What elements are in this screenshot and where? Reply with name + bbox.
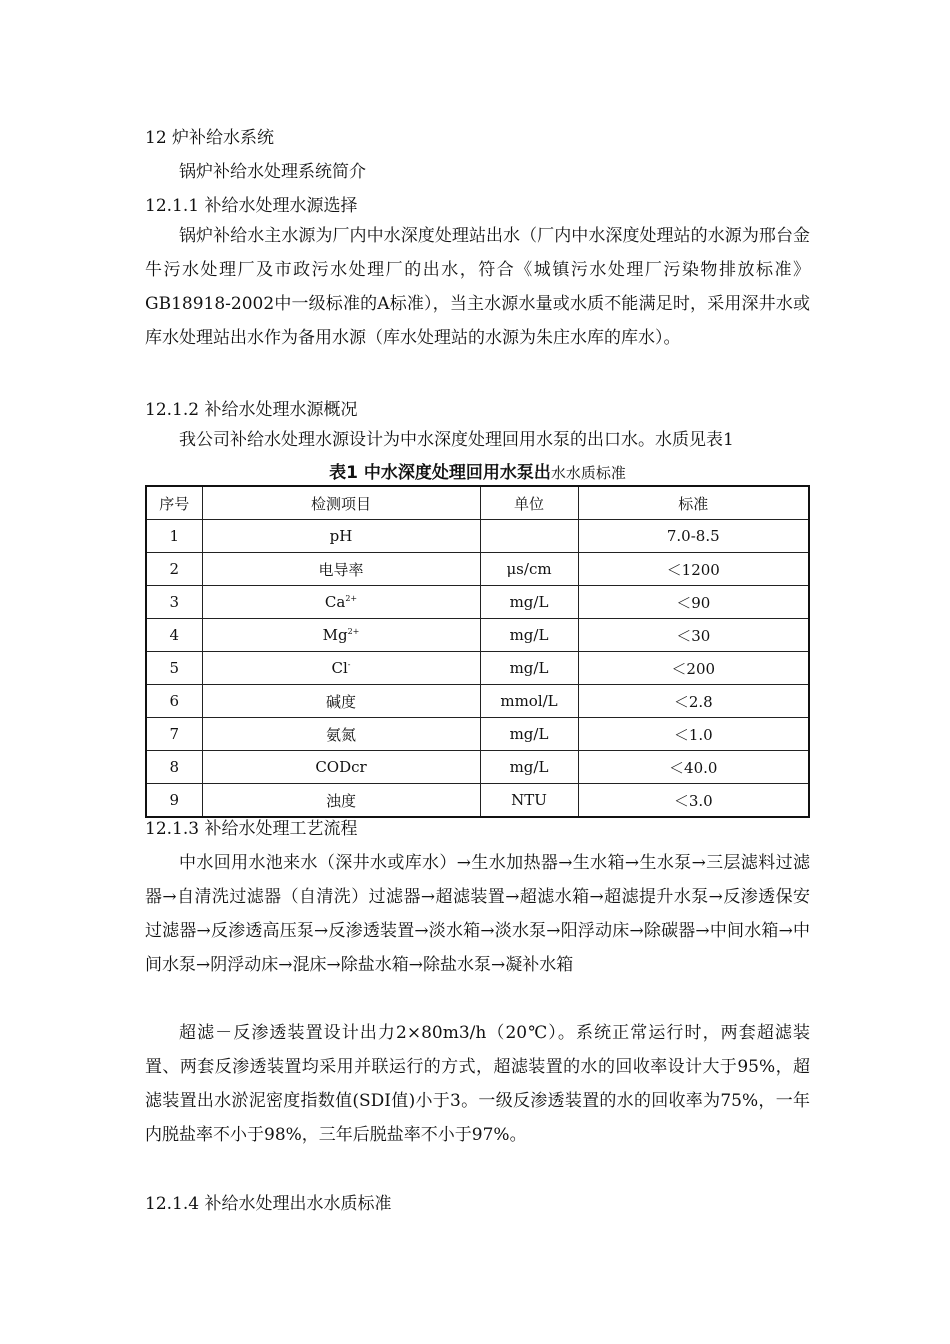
sub-heading: 锅炉补给水处理系统简介	[179, 162, 366, 182]
cell-no: 2	[146, 553, 202, 586]
cell-item	[202, 718, 480, 751]
section-title-12-1-1: 12.1.1 补给水处理水源选择	[145, 196, 358, 216]
table-row	[146, 553, 809, 586]
paragraph-water-source: 锅炉补给水主水源为厂内中水深度处理站出水（厂内中水深度处理站的水源为邢台金牛污水处理厂及市政污水处理厂的出水，符合《城镇污水处理厂污染物排放标准》 GB18918-2002中一级标准的A标准），当主水源水量或水质不能满足时，采用深井水或库水处理站出水作为备用水源（库水处理站的水源为朱庄水库的库水）。	[145, 226, 810, 348]
cell-no: 9	[146, 784, 202, 818]
table-caption	[145, 462, 810, 484]
table-caption-rest: 水水质标准	[550, 464, 626, 482]
cell-item-text: 电导率	[318, 560, 364, 579]
cell-standard: ＜3.0	[578, 784, 809, 818]
cell-unit: μs/cm	[480, 553, 578, 586]
cell-item	[202, 520, 480, 553]
cell-item	[202, 784, 480, 818]
cell-no: 4	[146, 619, 202, 652]
cell-item-superscript: 2+	[345, 594, 358, 603]
table-row	[146, 751, 809, 784]
water-quality-table	[145, 485, 810, 818]
cell-unit	[480, 520, 578, 553]
cell-standard: ＜1.0	[578, 718, 809, 751]
cell-no: 8	[146, 751, 202, 784]
table-row	[146, 586, 809, 619]
cell-item	[202, 619, 480, 652]
cell-no: 1	[146, 520, 202, 553]
cell-standard: ＜90	[578, 586, 809, 619]
section-title-12-1-3: 12.1.3 补给水处理工艺流程	[145, 819, 358, 839]
header-no: 序号	[146, 486, 202, 520]
cell-no: 7	[146, 718, 202, 751]
cell-unit: mmol/L	[480, 685, 578, 718]
cell-standard: ＜200	[578, 652, 809, 685]
header-standard: 标准	[578, 486, 809, 520]
paragraph-water-overview: 我公司补给水处理水源设计为中水深度处理回用水泵的出口水。水质见表1	[179, 430, 734, 450]
header-item: 检测项目	[202, 486, 480, 520]
cell-item-text: Cl	[331, 659, 348, 677]
cell-item-text: Ca	[324, 593, 346, 611]
cell-item-text: CODcr	[315, 758, 367, 776]
table-row	[146, 520, 809, 553]
cell-unit: mg/L	[480, 619, 578, 652]
paragraph-design-output: 超滤－反渗透装置设计出力2×80m3/h（20℃）。系统正常运行时，两套超滤装置、两套反渗透装置均采用并联运行的方式，超滤装置的水的回收率设计大于95%，超滤装置出水淤泥密度指数值(SDI值)小于3。一级反渗透装置的水的回收率为75%，一年内脱盐率不小于98%，三年后脱盐率不小于97%。	[145, 1023, 810, 1145]
cell-item	[202, 685, 480, 718]
section-title-12-1-4: 12.1.4 补给水处理出水水质标准	[145, 1194, 392, 1214]
cell-item-text: pH	[329, 527, 353, 545]
cell-unit: mg/L	[480, 751, 578, 784]
table-row	[146, 652, 809, 685]
table-caption-bold: 表1 中水深度处理回用水泵出	[329, 463, 551, 483]
cell-no: 6	[146, 685, 202, 718]
table-row	[146, 619, 809, 652]
cell-item-text: 碱度	[325, 692, 356, 711]
cell-item-superscript: 2+	[347, 627, 360, 636]
paragraph-process-flow: 中水回用水池来水（深井水或库水）→生水加热器→生水箱→生水泵→三层滤料过滤器→自清洗过滤器（自清洗）过滤器→超滤装置→超滤水箱→超滤提升水泵→反渗透保安过滤器→反渗透高压泵→反渗透装置→淡水箱→淡水泵→阳浮动床→除碳器→中间水箱→中间水泵→阴浮动床→混床→除盐水箱→除盐水泵→凝补水箱	[145, 853, 810, 975]
cell-standard: ＜40.0	[578, 751, 809, 784]
table-row	[146, 718, 809, 751]
cell-item	[202, 586, 480, 619]
cell-item-superscript: -	[347, 660, 351, 669]
section-title-12-1-2: 12.1.2 补给水处理水源概况	[145, 400, 358, 420]
section-heading: 12 炉补给水系统	[145, 128, 275, 148]
cell-unit: mg/L	[480, 586, 578, 619]
cell-no: 5	[146, 652, 202, 685]
cell-item-text: Mg	[322, 626, 348, 644]
table-row	[146, 685, 809, 718]
cell-standard: 7.0-8.5	[578, 520, 809, 553]
cell-unit: mg/L	[480, 718, 578, 751]
cell-item	[202, 652, 480, 685]
table-header-row	[146, 486, 809, 520]
table-row	[146, 784, 809, 818]
cell-standard: ＜2.8	[578, 685, 809, 718]
cell-item	[202, 553, 480, 586]
header-unit: 单位	[480, 486, 578, 520]
cell-item-text: 氨氮	[325, 725, 356, 744]
cell-unit: NTU	[480, 784, 578, 818]
cell-standard: ＜30	[578, 619, 809, 652]
cell-item	[202, 751, 480, 784]
cell-standard: ＜1200	[578, 553, 809, 586]
cell-no: 3	[146, 586, 202, 619]
cell-item-text: 浊度	[325, 791, 356, 810]
cell-unit: mg/L	[480, 652, 578, 685]
